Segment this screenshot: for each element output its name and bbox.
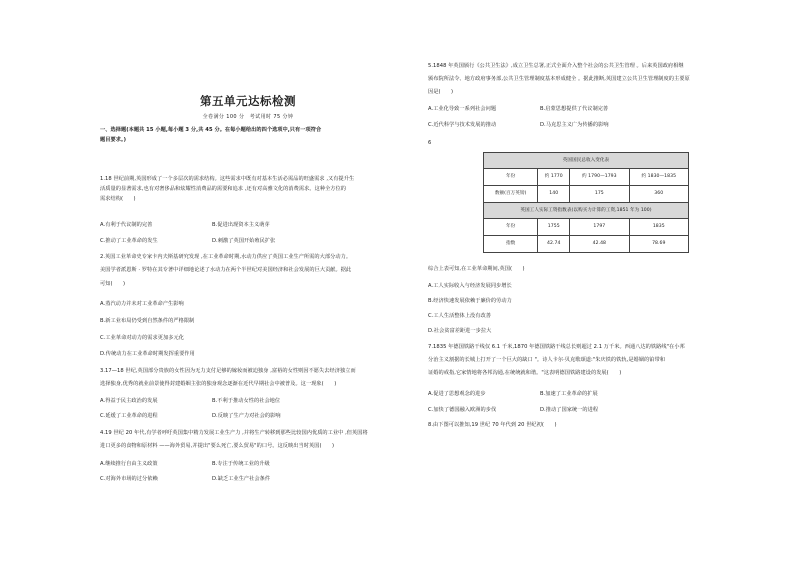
table2-header-col2: 1797 [570, 219, 629, 236]
q4-stem-2: 进口更多的食物和原材料 ——海外贸易,并提出"要么死亡,要么贸易"的口号。这反映出当时英国( ) [100, 443, 335, 449]
q3-stem-1: 3.17—18 世纪,英国部分贵族的女性因为无力支付足够的嫁妆而被迫独身 ,富裕的女性则因不愿失去经济独立而 [100, 368, 356, 374]
page-title: 第五单元达标检测 [200, 94, 296, 108]
table1-cell: 140 [538, 186, 570, 203]
q2-stem-1: 2.英国工业革命史专家卡内夫斯基研究发现 ,在工业革命时期,水动力供应了英国工业生产所需的大部分动力。 [100, 254, 352, 260]
q7-options-ab [428, 391, 598, 399]
table2-title: 英国工人实际工资指数表(以购买力计算的工资,1851 年为 100) [484, 203, 689, 219]
q3-option-b: B.不利于推动女性的社会地位 [212, 398, 281, 404]
q1-stem-1: 1.18 世纪前期,英国形成了一个多层次的需求结构。这些需求中既有对基本生活必需品的旺盛需求 ,又有提升生 [100, 176, 355, 182]
table1-row-label: 数额(百万英镑) [484, 186, 538, 203]
section-heading-line-2: 题目要求。) [100, 137, 127, 143]
q3-option-d: D.反映了生产力对社会的影响 [212, 413, 281, 419]
q1-option-a: A.有利于代议制的完善 [100, 222, 153, 228]
q1-option-b: B.促进出现资本主义萌芽 [212, 222, 270, 228]
q7-option-a: A.促进了思想观念的进步 [428, 391, 486, 397]
q4-option-a: A.继续推行自由主义政策 [100, 461, 158, 467]
q3-option-c: C.延缓了工业革命的进程 [100, 413, 158, 419]
table2-cell: 78.69 [629, 236, 688, 253]
table1-cell: 360 [629, 186, 688, 203]
table2-header-year: 年份 [484, 219, 538, 236]
q6-option-c: C.工人生活整体上没有改善 [428, 313, 491, 319]
q3-options-cd [100, 413, 281, 421]
q6-option-d: D.社会贫富差距进一步拉大 [428, 328, 492, 334]
q4-stem-1: 4.19 世纪 20 年代,有学者呼吁英国集中精力发展工业生产力 ,并将生产转移到那些比较国内优质的工业中 ,但英国将 [100, 430, 368, 436]
q7-option-d: D.推动了国家统一的进程 [540, 407, 599, 413]
q6-number: 6 [428, 140, 432, 146]
q2-stem-2: 美国学者派恩斯 · 罗特在其专著中详细地论述了水动力在两个半世纪对美国经济和社会发展的巨大贡献。据此 [100, 267, 352, 273]
q8-stem: 8.由下图可以推知,19 世纪 70 年代到 20 世纪初( ) [428, 422, 557, 428]
q2-option-b: B.新工业布局仍受到自然条件的严格限制 [100, 318, 195, 324]
q2-option-d: D.传统动力在工业革命时期发挥重要作用 [100, 351, 195, 357]
q1-stem-3: 需求结构( ) [100, 196, 136, 202]
table1-header-col1: 约 1770 [538, 169, 570, 186]
q6-stem: 综合上表可知,在工业革命期间,英国( ) [428, 266, 525, 272]
q7-stem-2: 分治主义割据的长城上打开了一个巨大的缺口 "。诗人卡尔·贝克歌颂道:"朱庆铁的铁轨,是婚姻的铂带和 [428, 357, 665, 363]
q1-option-d: D.刺激了英国开始殖民扩张 [212, 238, 276, 244]
table2-header-col1: 1755 [538, 219, 570, 236]
national-income-table [483, 152, 689, 253]
q7-stem-1: 7.1835 年德国铁路干线仅 6.1 千米,1870 年德国铁路干线总长则超过 2.1 万千米。西通八达的铁路线"在小邦 [428, 344, 685, 350]
q1-option-c: C.推动了工业革命的发生 [100, 238, 158, 244]
q6-option-a: A.工人实际收入与经济发展同步增长 [428, 283, 512, 289]
table1-title: 英国国民总收入变化表 [484, 153, 689, 169]
q5-stem-3: 因是( ) [428, 89, 454, 95]
q2-option-c: C.工业革命对动力的需求更加多元化 [100, 335, 184, 341]
table1-header-col3: 约 1830—1835 [629, 169, 688, 186]
q4-options-ab [100, 461, 270, 469]
q3-option-a: A.得益于民主政治的发展 [100, 398, 158, 404]
q4-option-c: C.对海外市场的过分依赖 [100, 476, 158, 482]
q3-options-ab [100, 398, 280, 406]
q5-option-c: C.近代科学与技术发展的推动 [428, 122, 497, 128]
q1-stem-2: 活质量的显著需求,也有对奢侈品和炫耀性消费品的需要和追求 ,还有对高雅文化的消费需求。这种全方位的 [100, 186, 347, 192]
q3-stem-2: 选择独身,优秀的就业前景使得封建婚姻主张的独身观念逐渐在近代早期社会中被普及。这一现象( ) [100, 381, 337, 387]
table1-cell: 175 [570, 186, 629, 203]
q5-stem-2: 颁布院所法令、地方政府事务部,公共卫生管理制度基本形成健全 。据此推断,英国建立公共卫生管理制度的主要原 [428, 76, 690, 82]
q5-option-a: A.工业化导致一系列社会问题 [428, 106, 497, 112]
q4-option-d: D.缺乏工业生产社会条件 [212, 476, 271, 482]
table2-row-label: 指数 [484, 236, 538, 253]
table1-header-year: 年份 [484, 169, 538, 186]
q5-option-b: B.启蒙思想提供了代议制完善 [540, 106, 609, 112]
table2-cell: 42.74 [538, 236, 570, 253]
q2-option-a: A.蒸汽动力并未对工业革命产生影响 [100, 301, 184, 307]
table1-header-col2: 约 1790—1793 [570, 169, 629, 186]
q1-options-ab [100, 222, 270, 230]
q5-options-cd [428, 122, 609, 130]
q7-stem-3: 证婚的戒指,它家情地将各邦沟通,在统统就和谐。"这表明德国铁路建设的发展( ) [428, 370, 622, 376]
page-subtitle: 全卷满分 100 分 考试用时 75 分钟 [202, 114, 294, 120]
q2-stem-3: 可知( ) [100, 281, 126, 287]
q4-options-cd [100, 476, 270, 484]
q7-option-b: B.加速了工业革命的扩展 [540, 391, 598, 397]
section-heading-line-1: 一、选择题(本题共 15 小题,每小题 3 分,共 45 分。在每小题给出的四个选项中,只有一项符合 [100, 127, 322, 133]
q5-options-ab [428, 106, 608, 114]
q4-option-b: B.专注于传统工业的升级 [212, 461, 270, 467]
q1-options-cd [100, 238, 275, 246]
q5-stem-1: 5.1848 年英国颁行《公共卫生法》,成立卫生总署,正式全面介入整个社会的公共卫生管理 。后来英国政府相继 [428, 63, 684, 69]
q7-option-c: C.加快了德国融入欧洲的步伐 [428, 407, 497, 413]
q7-options-cd [428, 407, 598, 415]
table2-cell: 42.48 [570, 236, 629, 253]
q5-option-d: D.马克思主义广为传播的影响 [540, 122, 609, 128]
table2-header-col3: 1835 [629, 219, 688, 236]
q6-option-b: B.经济快速发展依赖于廉价的劳动力 [428, 298, 512, 304]
